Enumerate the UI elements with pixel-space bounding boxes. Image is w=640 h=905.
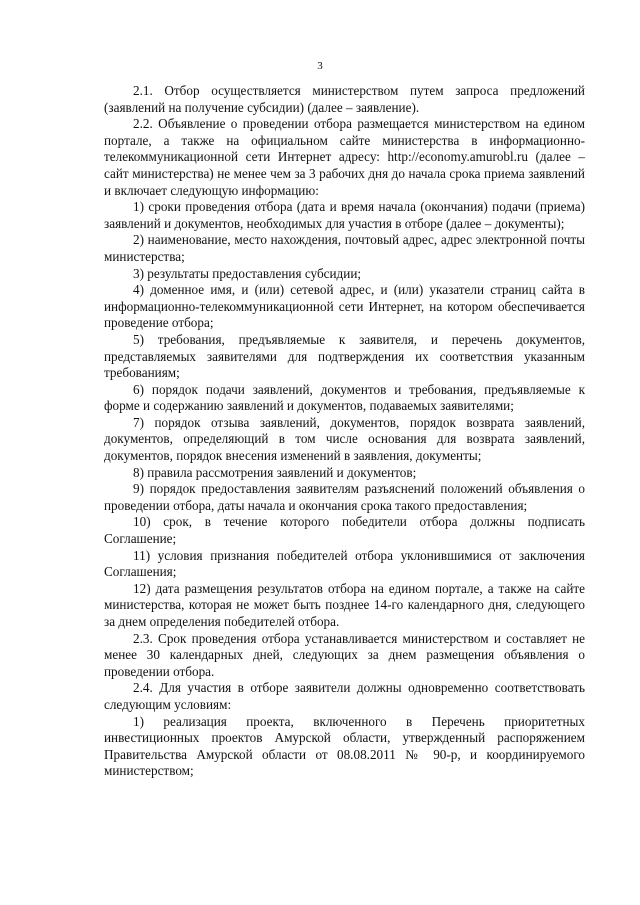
list-item-5: 5) требования, предъявляемые к заявителя, и перечень документов, представляемых заявителями для подтверждения их соответствия указанным требованиям;: [104, 331, 585, 381]
list-item-11: 11) условия признания победителей отбора уклонившимися от заключения Соглашения;: [104, 547, 585, 580]
condition-item-1: 1) реализация проекта, включенного в Перечень приоритетных инвестиционных проектов Амурской области, утвержденный распоряжением Правительства Амурской области от 08.08.2011 № 90-р, и координируемого министерством;: [104, 713, 585, 779]
list-item-10: 10) срок, в течение которого победители отбора должны подписать Соглашение;: [104, 514, 585, 547]
document-body: [104, 83, 585, 780]
paragraph-2-3: 2.3. Срок проведения отбора устанавливается министерством и составляет не менее 30 календарных дней, следующих за днем размещения объявления о проведении отбора.: [104, 630, 585, 679]
list-item-9: 9) порядок предоставления заявителям разъяснений положений объявления о проведении отбора, даты начала и окончания срока такого предоставления;: [104, 481, 585, 513]
paragraph-2-1: 2.1. Отбор осуществляется министерством путем запроса предложений (заявлений на получение субсидии) (далее – заявление).: [104, 83, 585, 115]
list-item-1: 1) сроки проведения отбора (дата и время начала (окончания) подачи (приема) заявлений и документов, необходимых для участия в отборе (далее – документы);: [104, 199, 585, 231]
page-number: 3: [317, 60, 323, 72]
list-item-2: 2) наименование, место нахождения, почтовый адрес, адрес электронной почты министерства;: [104, 232, 585, 264]
list-item-6: 6) порядок подачи заявлений, документов и требования, предъявляемые к форме и содержанию заявлений и документов, подаваемых заявителями;: [104, 381, 585, 414]
list-item-12: 12) дата размещения результатов отбора на едином портале, а также на сайте министерства, которая не может быть позднее 14-го календарного дня, следующего за днем определения победителей отбора.: [104, 580, 585, 629]
list-item-3: 3) результаты предоставления субсидии;: [133, 265, 362, 281]
paragraph-2-4: 2.4. Для участия в отборе заявители должны одновременно соответствовать следующим условиям:: [104, 680, 585, 712]
list-item-7: 7) порядок отзыва заявлений, документов, порядок возврата заявлений, документов, определяющий в том числе основания для возврата заявлений, документов, порядок внесения изменений в заявления, документы;: [104, 414, 585, 464]
paragraph-2-2: 2.2. Объявление о проведении отбора размещается министерством на едином портале, а также на официальном сайте министерства в информационно-телекоммуникационной сети Интернет адресу: http://economy.amurobl.ru (далее – сайт министерства) не менее чем за 3 рабочих дня до начала срока приема заявлений и включает следующую информацию:: [104, 116, 585, 198]
list-item-4: 4) доменное имя, и (или) сетевой адрес, и (или) указатели страниц сайта в информационно-телекоммуникационной сети Интернет, на котором обеспечивается проведение отбора;: [104, 282, 585, 331]
list-item-8: 8) правила рассмотрения заявлений и документов;: [133, 464, 417, 480]
